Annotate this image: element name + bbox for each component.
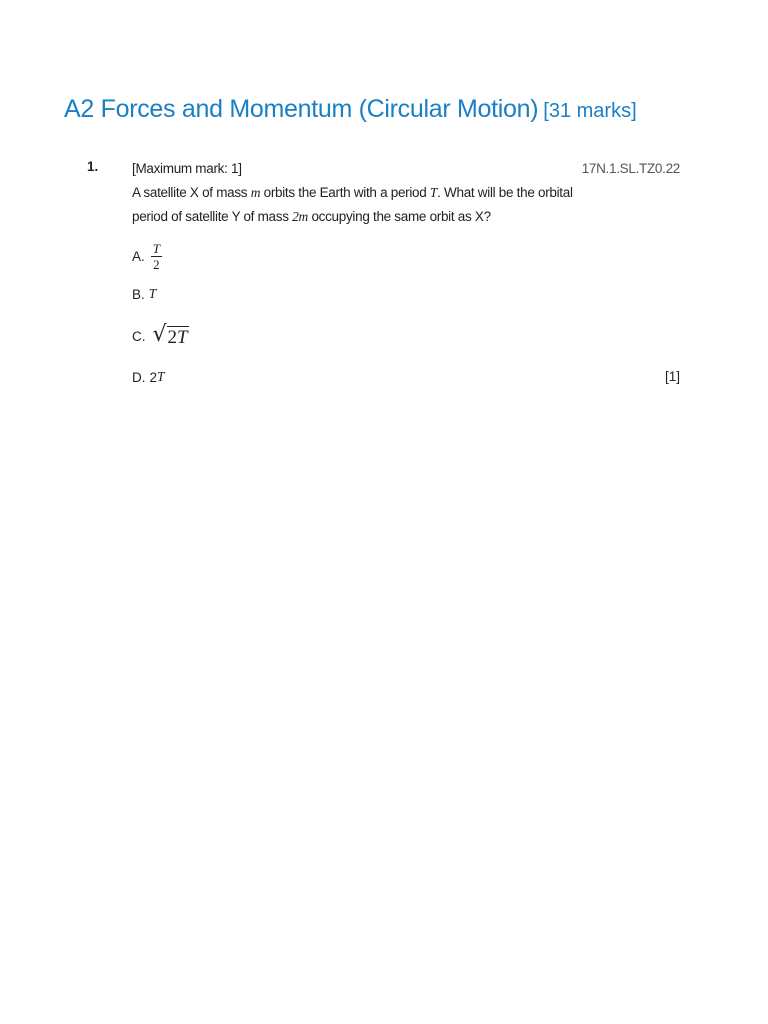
mass-2m: 2m [292,209,308,224]
option-c-letter: C. [132,328,146,344]
fraction-t-over-2 [151,242,162,271]
question-mark-count: [1] [664,369,680,384]
question-reference: 17N.1.SL.TZ0.22 [581,161,680,176]
radicand [167,326,189,348]
question-text-part1: A satellite X of mass [132,185,251,200]
radicand-coef: 2 [167,327,178,348]
fraction-denominator: 2 [153,257,160,272]
mass-m: m [250,185,261,200]
question-text-part4: occupying the same orbit as X? [308,209,491,224]
square-root-expression [153,324,189,348]
option-d-letter: D. [132,369,146,385]
option-d-var: T [157,369,165,384]
question-text-part2: orbits the Earth with a period [260,185,430,200]
period-t: T [429,185,438,200]
radicand-var: T [177,327,188,348]
question-number: 1. [87,159,99,174]
question-text-part3: . What will be the orbital period of satellite Y of mass [132,185,573,224]
option-d [132,369,165,385]
page-title-text: A2 Forces and Momentum (Circular Motion) [64,95,539,123]
question-text [132,181,592,229]
fraction-numerator: T [152,241,160,256]
radical-sign-icon: √ [152,322,167,347]
option-b [132,286,156,302]
page-title [64,90,637,122]
option-a-letter: A. [132,249,145,264]
option-b-letter: B. [132,286,145,302]
option-c [132,324,189,348]
max-mark: [Maximum mark: 1] [132,161,242,176]
option-a [132,242,162,271]
question-body [132,157,592,229]
option-d-coef: 2 [149,369,158,385]
total-marks: [31 marks] [543,100,637,122]
option-b-value: T [148,286,157,301]
